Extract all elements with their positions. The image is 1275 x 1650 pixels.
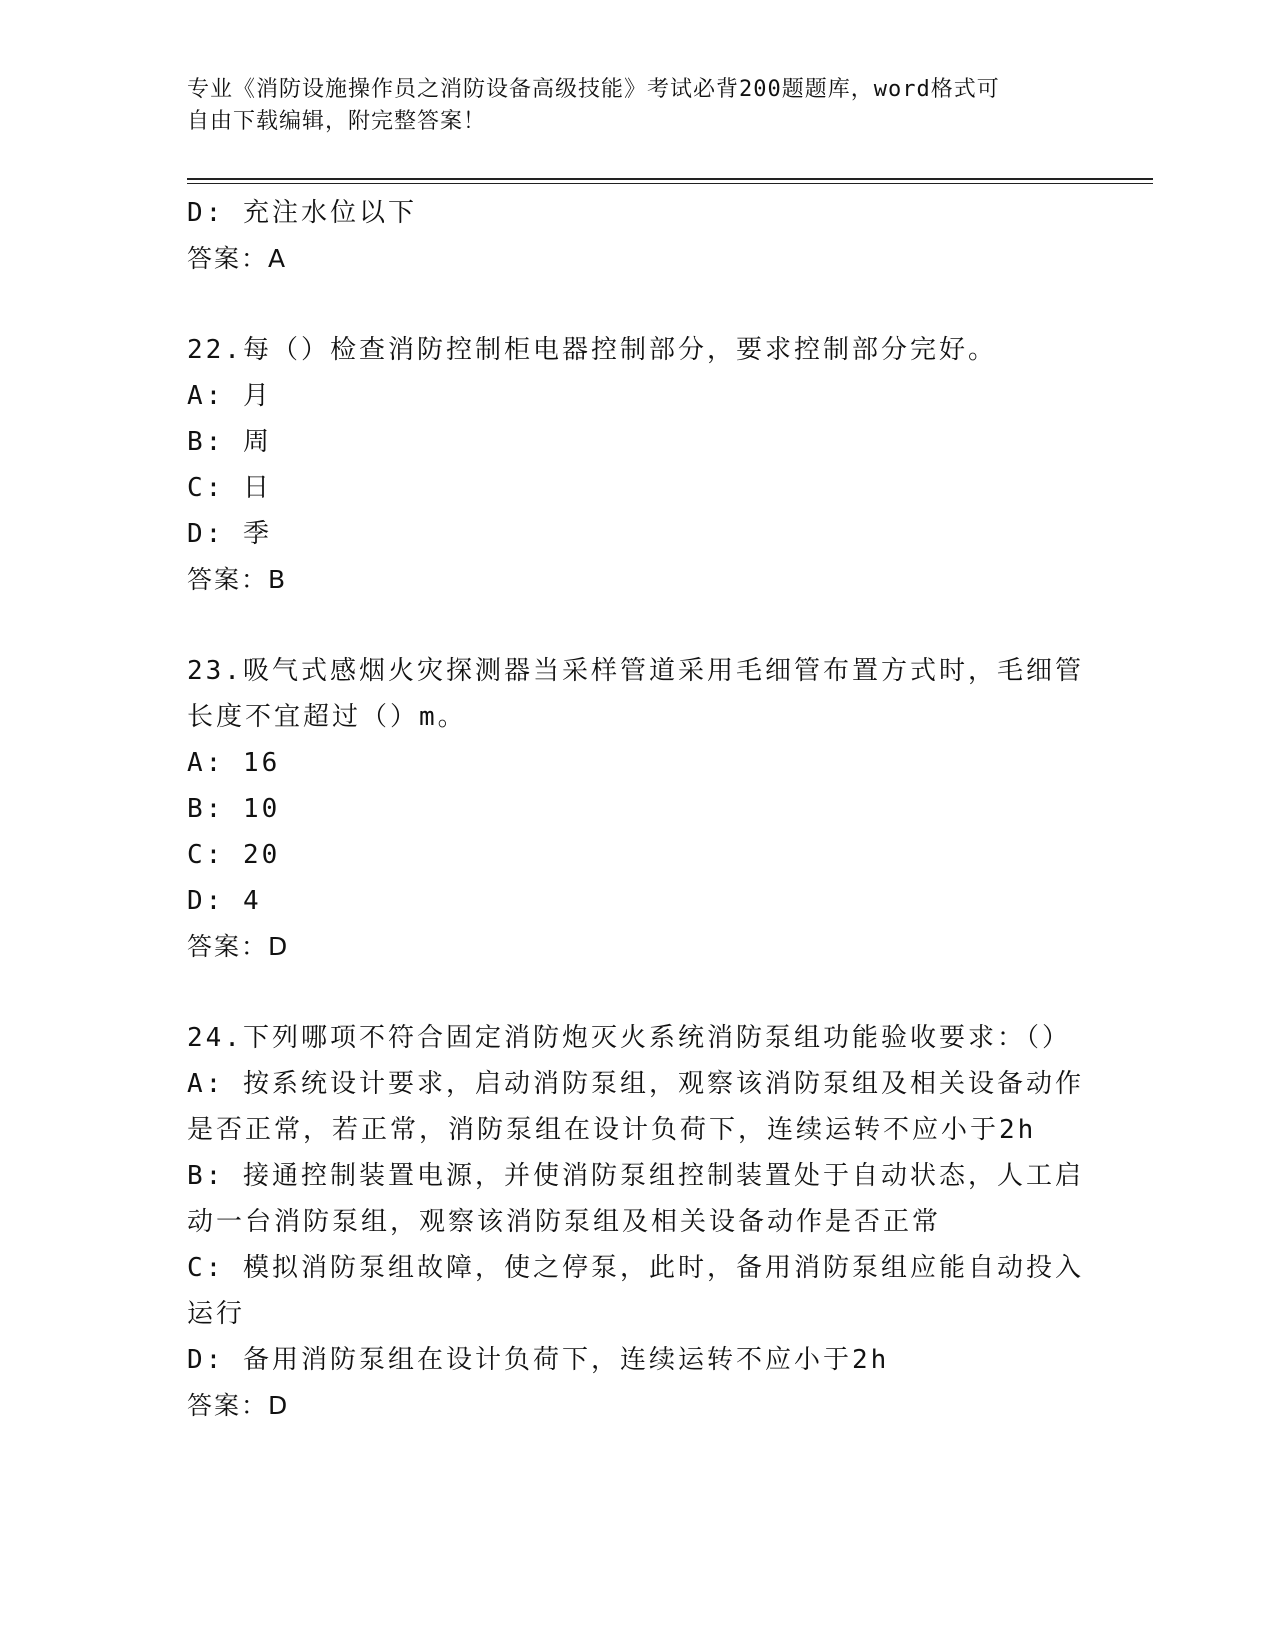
header-divider-thin — [187, 183, 1153, 184]
option-a: A: 月 — [187, 381, 272, 411]
option-a-line-1: A: 按系统设计要求，启动消防泵组，观察该消防泵组及相关设备动作 — [187, 1069, 1084, 1099]
question-stem: 24.下列哪项不符合固定消防炮灭火系统消防泵组功能验收要求：（） — [187, 1023, 1071, 1053]
option-d: D: 充注水位以下 — [187, 198, 417, 228]
option-b-line-1: B: 接通控制装置电源，并使消防泵组控制装置处于自动状态，人工启 — [187, 1161, 1084, 1191]
option-c-line-1: C: 模拟消防泵组故障，使之停泵，此时，备用消防泵组应能自动投入 — [187, 1253, 1084, 1283]
header-line-1: 专业《消防设施操作员之消防设备高级技能》考试必背200题题库，word格式可 — [187, 77, 1000, 102]
option-c: C: 日 — [187, 473, 272, 503]
answer-line: 答案：D — [187, 1391, 290, 1420]
option-d: D: 4 — [187, 886, 262, 916]
previous-question-tail — [187, 190, 1087, 282]
answer-line: 答案：A — [187, 244, 288, 273]
option-b: B: 周 — [187, 427, 272, 457]
option-c: C: 20 — [187, 840, 281, 870]
question-stem-line-1: 23.吸气式感烟火灾探测器当采样管道采用毛细管布置方式时，毛细管 — [187, 656, 1084, 686]
question-stem: 22.每（）检查消防控制柜电器控制部分，要求控制部分完好。 — [187, 335, 997, 365]
option-a: A: 16 — [187, 748, 281, 778]
answer-line: 答案：D — [187, 932, 290, 961]
option-d: D: 备用消防泵组在设计负荷下，连续运转不应小于2h — [187, 1345, 890, 1375]
question-list — [187, 190, 1087, 1429]
option-b-line-2: 动一台消防泵组，观察该消防泵组及相关设备动作是否正常 — [187, 1207, 942, 1237]
question-24 — [187, 1015, 1087, 1429]
document-header — [187, 74, 1067, 138]
option-a-line-2: 是否正常，若正常，消防泵组在设计负荷下，连续运转不应小于2h — [187, 1115, 1037, 1145]
header-line-2: 自由下载编辑，附完整答案！ — [187, 109, 487, 134]
option-d: D: 季 — [187, 519, 272, 549]
header-divider-thick — [187, 178, 1153, 180]
question-23 — [187, 648, 1087, 970]
option-c-line-2: 运行 — [187, 1299, 246, 1329]
option-b: B: 10 — [187, 794, 281, 824]
answer-line: 答案：B — [187, 565, 288, 594]
question-stem-line-2: 长度不宜超过（）m。 — [187, 702, 467, 732]
question-22 — [187, 327, 1087, 603]
